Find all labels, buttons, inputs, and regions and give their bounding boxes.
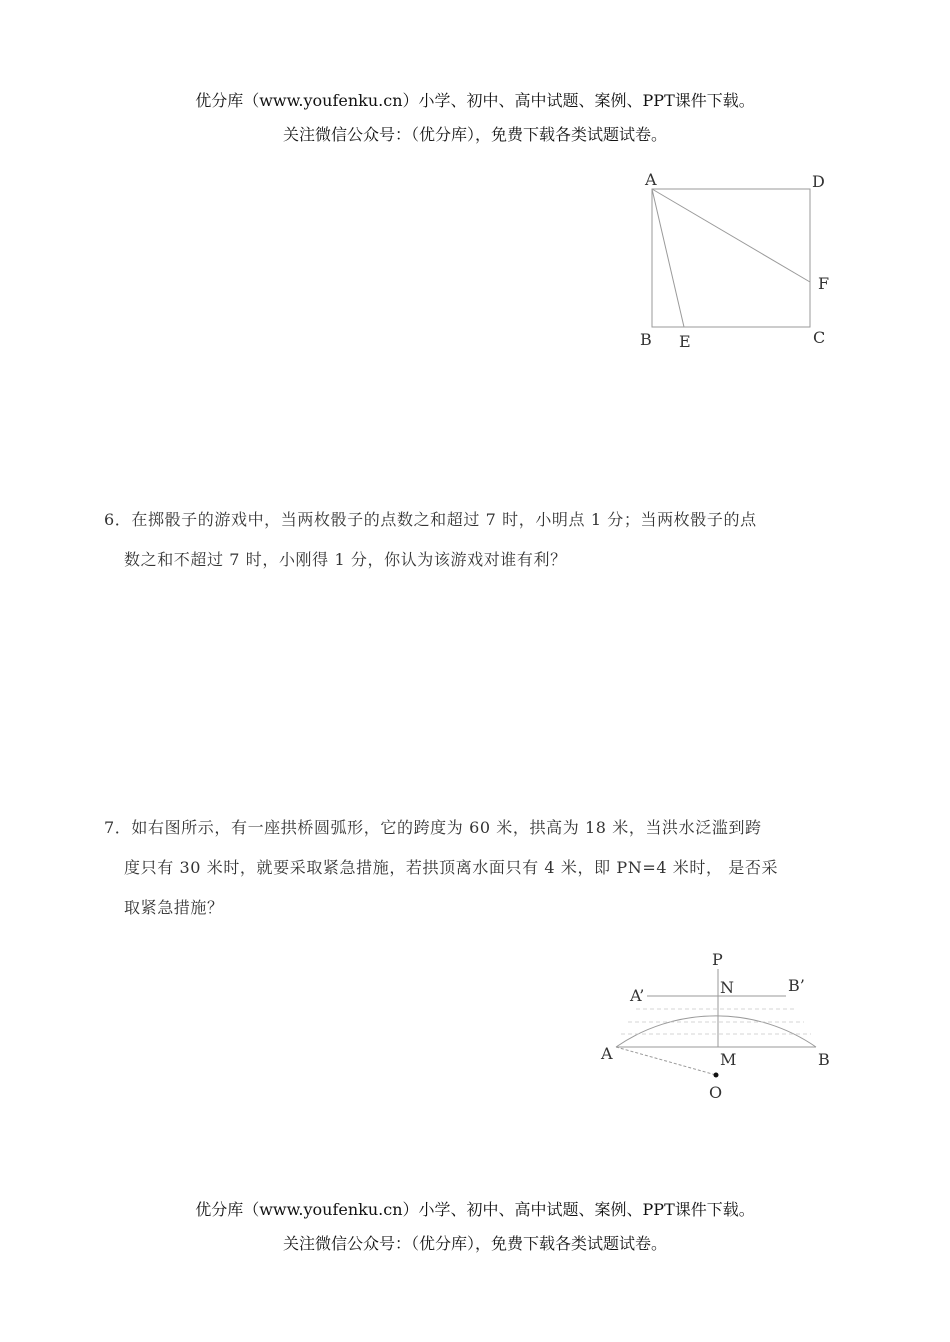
label-a: A <box>645 170 657 189</box>
label-b: B <box>640 330 652 349</box>
question-7 <box>104 808 864 928</box>
question-7-line-1: 7．如右图所示，有一座拱桥圆弧形，它的跨度为 60 米，拱高为 18 米，当洪水泛滥到跨 <box>104 818 762 837</box>
segment-af <box>652 189 810 282</box>
arch-arc <box>616 1016 816 1047</box>
label-p: P <box>712 950 723 969</box>
label-b: B <box>818 1050 830 1069</box>
square-figure <box>630 165 840 355</box>
square-abcd <box>652 189 810 327</box>
center-point-o <box>714 1073 719 1078</box>
segment-ao <box>616 1047 716 1075</box>
footer-line-2: 关注微信公众号：（优分库），免费下载各类试题试卷。 <box>282 1234 667 1253</box>
question-6-line-2: 数之和不超过 7 时，小刚得 1 分，你认为该游戏对谁有利？ <box>124 550 567 569</box>
question-7-line-2: 度只有 30 米时，就要采取紧急措施，若拱顶离水面只有 4 米，即 PN=4 米时， 是否采 <box>124 858 779 877</box>
label-m: M <box>720 1050 737 1069</box>
question-7-line-3: 取紧急措施？ <box>124 898 224 917</box>
segment-ae <box>652 189 684 327</box>
arch-figure <box>590 945 850 1110</box>
label-n: N <box>720 978 734 997</box>
label-o: O <box>709 1083 723 1102</box>
label-f: F <box>818 274 830 293</box>
footer-line-1: 优分库（www.youfenku.cn）小学、初中、高中试题、案例、PPT课件下载。 <box>195 1200 755 1219</box>
water-lines <box>621 1009 811 1034</box>
label-a-prime: A’ <box>630 986 645 1005</box>
label-d: D <box>812 172 825 191</box>
label-c: C <box>813 328 826 347</box>
question-6-line-1: 6．在掷骰子的游戏中，当两枚骰子的点数之和超过 7 时，小明点 1 分；当两枚骰子的点 <box>104 510 757 529</box>
question-6 <box>104 500 864 580</box>
label-b-prime: B’ <box>788 976 805 995</box>
header-line-1: 优分库（www.youfenku.cn）小学、初中、高中试题、案例、PPT课件下载。 <box>195 91 755 110</box>
label-a: A <box>601 1044 613 1063</box>
header-line-2: 关注微信公众号：（优分库），免费下载各类试题试卷。 <box>282 125 667 144</box>
label-e: E <box>679 332 691 351</box>
